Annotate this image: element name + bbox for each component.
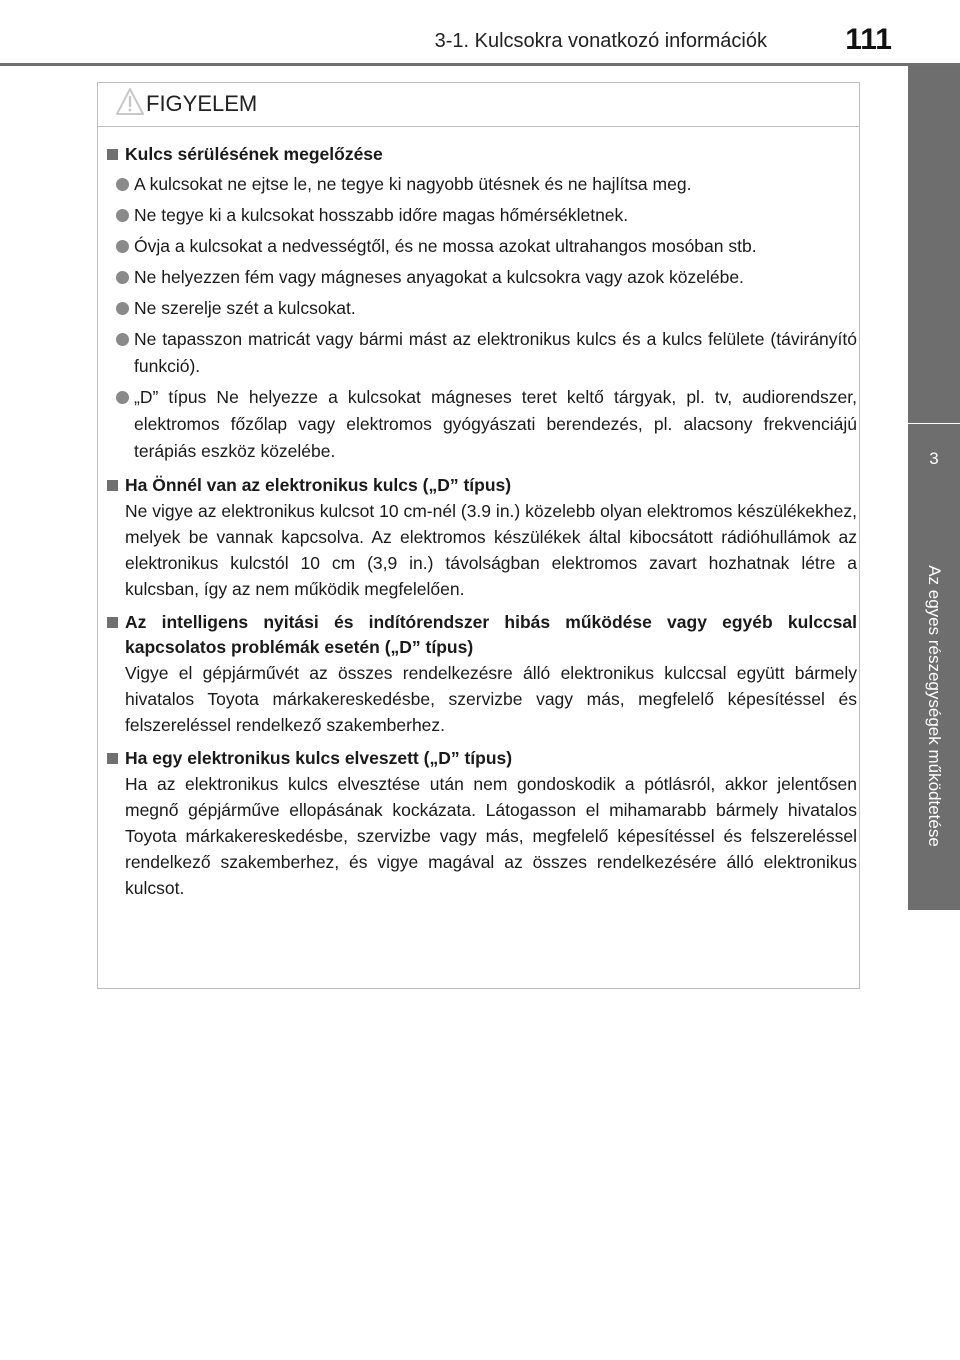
side-tab-upper <box>908 66 960 423</box>
list-item <box>107 326 857 380</box>
section-heading <box>107 746 857 771</box>
round-bullet-icon <box>116 302 129 315</box>
header-rule <box>0 63 960 66</box>
round-bullet-icon <box>116 178 129 191</box>
section-title: Az intelligens nyitási és indítórendszer hibás működése vagy egyéb kulccsal kapcsolatos problémák esetén („D” típus) <box>125 612 857 657</box>
warning-section <box>107 473 857 602</box>
list-item-text: A kulcsokat ne ejtse le, ne tegye ki nagyobb ütésnek és ne hajlítsa meg. <box>134 174 692 194</box>
round-bullet-icon <box>116 271 129 284</box>
section-title: 3-1. Kulcsokra vonatkozó információk <box>434 30 767 52</box>
round-bullet-icon <box>116 333 129 346</box>
round-bullet-icon <box>116 391 129 404</box>
square-bullet-icon <box>107 753 118 764</box>
section-paragraph: Ha az elektronikus kulcs elvesztése után nem gondoskodik a pótlásról, akkor jelentősen megnő gépjárműve ellopásának kockázata. Látogasson el mihamarabb bármely hivatalos Toyota márkakereskedésbe, szervizbe vagy más, megfelelő képesítéssel és felszereléssel rendelkező szakemberhez, és vigye magával az összes rendelkezésére álló elektronikus kulcsot. <box>125 774 857 898</box>
list-item-text: Ne tegye ki a kulcsokat hosszabb időre magas hőmérsékletnek. <box>134 205 629 225</box>
section-paragraph: Vigye el gépjárművét az összes rendelkezésre álló elektronikus kulccsal együtt bármely hivatalos Toyota márkakereskedésbe, szervizbe vagy más, megfelelő képesítéssel és felszereléssel rendelkező szakemberhez. <box>125 663 857 735</box>
square-bullet-icon <box>107 149 118 160</box>
warning-triangle-icon <box>115 87 145 117</box>
section-heading <box>107 142 857 167</box>
section-title: Ha Önnél van az elektronikus kulcs („D” típus) <box>125 475 512 495</box>
section-heading <box>107 610 857 660</box>
warning-title: FIGYELEM <box>146 91 258 116</box>
warning-section <box>107 746 857 901</box>
section-title: Kulcs sérülésének megelőzése <box>125 144 383 164</box>
warning-section <box>107 610 857 738</box>
list-item <box>107 202 857 229</box>
square-bullet-icon <box>107 480 118 491</box>
square-bullet-icon <box>107 617 118 628</box>
warning-section <box>107 142 857 465</box>
list-item <box>107 171 857 198</box>
round-bullet-icon <box>116 240 129 253</box>
chapter-number: 3 <box>929 449 939 468</box>
list-item-text: Ne szerelje szét a kulcsokat. <box>134 298 356 318</box>
chapter-label: Az egyes részegységek működtetése <box>925 565 944 847</box>
section-paragraph: Ne vigye az elektronikus kulcsot 10 cm-nél (3.9 in.) közelebb olyan elektromos készülékekhez, melyek be vannak kapcsolva. Az elektromos készülékek által kibocsátott rádióhullámok az elektronikus kulcstól 10 cm (3,9 in.) távolságban elektromos zavart hozhatnak létre a kulcsban, így az nem működik megfelelően. <box>125 501 857 599</box>
warning-box <box>97 82 860 989</box>
chapter-tab <box>908 424 960 910</box>
list-item <box>107 384 857 465</box>
list-item-text: Óvja a kulcsokat a nedvességtől, és ne mossa azokat ultrahangos mosóban stb. <box>134 236 757 256</box>
round-bullet-icon <box>116 209 129 222</box>
list-item-text: „D” típus Ne helyezze a kulcsokat mágneses teret keltő tárgyak, pl. tv, audiorendszer, elektromos főzőlap vagy elektromos gyógyászati berendezés, pl. alacsony frekvenciájú terápiás eszköz közelébe. <box>134 387 857 461</box>
list-item-text: Ne helyezzen fém vagy mágneses anyagokat a kulcsokra vagy azok közelébe. <box>134 267 744 287</box>
list-item <box>107 264 857 291</box>
list-item <box>107 233 857 260</box>
warning-header <box>98 83 859 127</box>
list-item <box>107 295 857 322</box>
warning-content <box>107 142 857 909</box>
section-heading <box>107 473 857 498</box>
page-number: 111 <box>845 23 892 56</box>
section-title: Ha egy elektronikus kulcs elveszett („D” típus) <box>125 748 513 768</box>
list-item-text: Ne tapasszon matricát vagy bármi mást az elektronikus kulcs és a kulcs felülete (távirányító funkció). <box>134 329 857 376</box>
